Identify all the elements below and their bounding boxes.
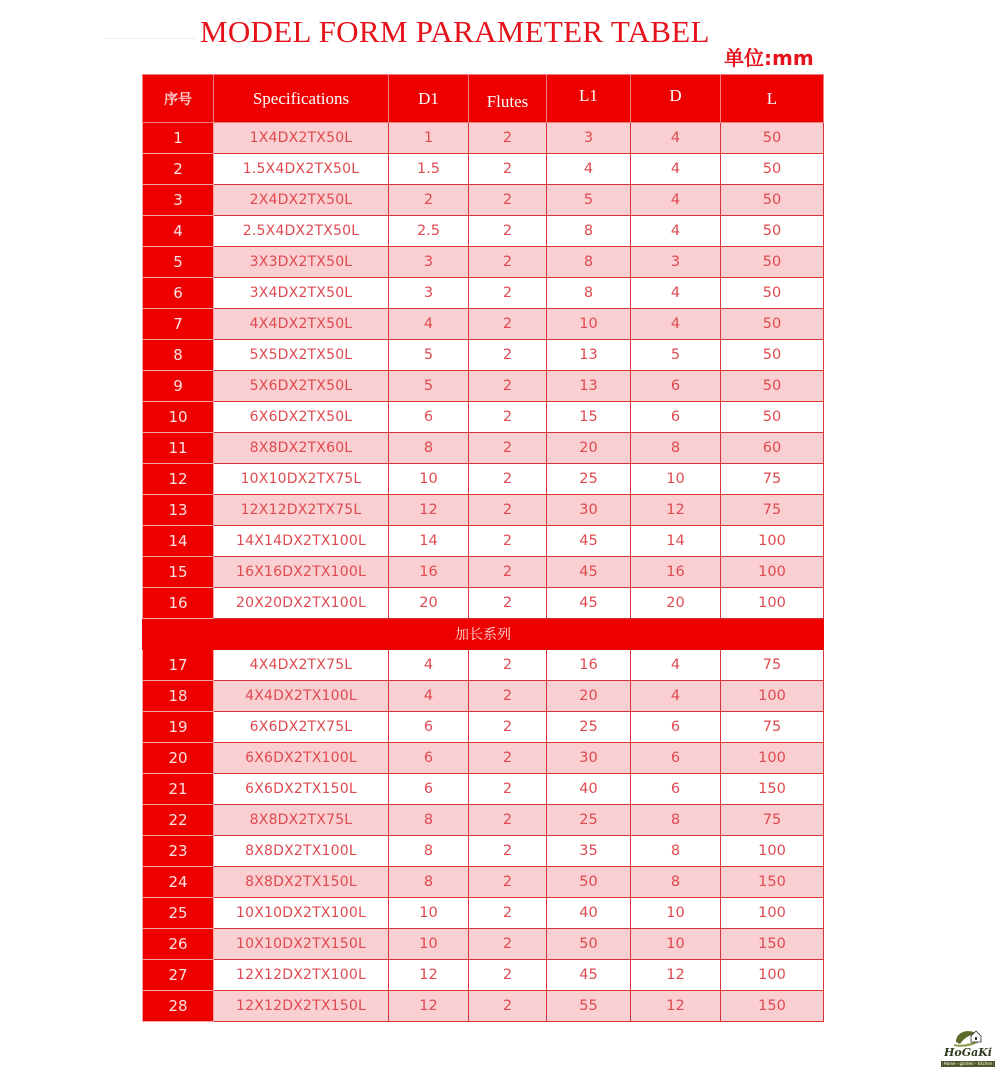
d-cell: 4	[631, 650, 721, 681]
d1-cell: 8	[389, 433, 469, 464]
d1-cell: 8	[389, 836, 469, 867]
flutes-cell: 2	[469, 154, 547, 185]
row-index: 16	[143, 588, 214, 619]
d-cell: 10	[631, 464, 721, 495]
l-cell: 50	[721, 278, 824, 309]
table-row	[143, 991, 824, 1022]
row-index: 9	[143, 371, 214, 402]
flutes-cell: 2	[469, 929, 547, 960]
row-index: 26	[143, 929, 214, 960]
logo-tagline: Home - garden - kitchen	[941, 1061, 995, 1067]
flutes-cell: 2	[469, 278, 547, 309]
l1-cell: 3	[547, 123, 631, 154]
flutes-cell: 2	[469, 402, 547, 433]
spec-cell: 8X8DX2TX150L	[214, 867, 389, 898]
d-cell: 12	[631, 991, 721, 1022]
row-index: 20	[143, 743, 214, 774]
table-row	[143, 681, 824, 712]
d1-cell: 16	[389, 557, 469, 588]
d-cell: 20	[631, 588, 721, 619]
flutes-cell: 2	[469, 960, 547, 991]
l1-cell: 8	[547, 278, 631, 309]
row-index: 8	[143, 340, 214, 371]
l1-cell: 20	[547, 433, 631, 464]
title-divider	[105, 38, 195, 39]
table-row	[143, 774, 824, 805]
d1-cell: 1.5	[389, 154, 469, 185]
spec-cell: 6X6DX2TX150L	[214, 774, 389, 805]
d-cell: 10	[631, 929, 721, 960]
l1-cell: 40	[547, 774, 631, 805]
l1-cell: 4	[547, 154, 631, 185]
flutes-cell: 2	[469, 123, 547, 154]
column-header-l: L	[721, 75, 824, 123]
l-cell: 150	[721, 774, 824, 805]
table-row	[143, 743, 824, 774]
d-cell: 4	[631, 681, 721, 712]
table-row	[143, 526, 824, 557]
d1-cell: 12	[389, 960, 469, 991]
d1-cell: 8	[389, 867, 469, 898]
spec-cell: 8X8DX2TX60L	[214, 433, 389, 464]
d1-cell: 10	[389, 464, 469, 495]
row-index: 25	[143, 898, 214, 929]
table-row	[143, 929, 824, 960]
l-cell: 50	[721, 247, 824, 278]
row-index: 7	[143, 309, 214, 340]
d-cell: 4	[631, 216, 721, 247]
table-row	[143, 433, 824, 464]
d1-cell: 6	[389, 712, 469, 743]
l1-cell: 25	[547, 464, 631, 495]
d1-cell: 10	[389, 898, 469, 929]
d-cell: 4	[631, 123, 721, 154]
table-row	[143, 712, 824, 743]
flutes-cell: 2	[469, 216, 547, 247]
l-cell: 75	[721, 712, 824, 743]
brand-logo	[938, 1024, 998, 1074]
spec-cell: 3X3DX2TX50L	[214, 247, 389, 278]
row-index: 13	[143, 495, 214, 526]
row-index: 11	[143, 433, 214, 464]
d1-cell: 14	[389, 526, 469, 557]
section-label: 加长系列	[143, 619, 824, 650]
column-header-l1: L1	[547, 75, 631, 123]
page-title: MODEL FORM PARAMETER TABEL	[200, 14, 710, 49]
table-row	[143, 371, 824, 402]
l-cell: 150	[721, 929, 824, 960]
d-cell: 3	[631, 247, 721, 278]
flutes-cell: 2	[469, 774, 547, 805]
spec-cell: 6X6DX2TX100L	[214, 743, 389, 774]
l1-cell: 35	[547, 836, 631, 867]
spec-cell: 10X10DX2TX150L	[214, 929, 389, 960]
row-index: 23	[143, 836, 214, 867]
table-row	[143, 650, 824, 681]
spec-cell: 4X4DX2TX100L	[214, 681, 389, 712]
l1-cell: 13	[547, 340, 631, 371]
d-cell: 4	[631, 309, 721, 340]
flutes-cell: 2	[469, 495, 547, 526]
table-row	[143, 309, 824, 340]
d-cell: 6	[631, 402, 721, 433]
spec-cell: 8X8DX2TX100L	[214, 836, 389, 867]
table-header-row	[143, 75, 824, 123]
table-row	[143, 557, 824, 588]
d-cell: 6	[631, 774, 721, 805]
d1-cell: 12	[389, 495, 469, 526]
d1-cell: 1	[389, 123, 469, 154]
unit-label: 单位:mm	[724, 46, 814, 70]
spec-cell: 6X6DX2TX75L	[214, 712, 389, 743]
d-cell: 4	[631, 154, 721, 185]
flutes-cell: 2	[469, 805, 547, 836]
table-row	[143, 464, 824, 495]
d-cell: 6	[631, 743, 721, 774]
flutes-cell: 2	[469, 371, 547, 402]
l1-cell: 15	[547, 402, 631, 433]
l-cell: 75	[721, 495, 824, 526]
flutes-cell: 2	[469, 650, 547, 681]
l-cell: 100	[721, 960, 824, 991]
d-cell: 12	[631, 960, 721, 991]
d1-cell: 6	[389, 774, 469, 805]
column-header-specifications: Specifications	[214, 75, 389, 123]
spec-cell: 20X20DX2TX100L	[214, 588, 389, 619]
spec-cell: 12X12DX2TX75L	[214, 495, 389, 526]
d1-cell: 5	[389, 371, 469, 402]
l-cell: 100	[721, 588, 824, 619]
l1-cell: 16	[547, 650, 631, 681]
column-header-flutes: Flutes	[469, 75, 547, 123]
d1-cell: 6	[389, 402, 469, 433]
table-row	[143, 154, 824, 185]
d1-cell: 5	[389, 340, 469, 371]
spec-cell: 12X12DX2TX150L	[214, 991, 389, 1022]
l1-cell: 45	[547, 526, 631, 557]
d1-cell: 4	[389, 681, 469, 712]
flutes-cell: 2	[469, 526, 547, 557]
table-row	[143, 805, 824, 836]
l-cell: 50	[721, 309, 824, 340]
d-cell: 12	[631, 495, 721, 526]
l1-cell: 50	[547, 929, 631, 960]
table-row	[143, 123, 824, 154]
row-index: 18	[143, 681, 214, 712]
row-index: 17	[143, 650, 214, 681]
table-row	[143, 185, 824, 216]
l1-cell: 45	[547, 960, 631, 991]
table-row	[143, 495, 824, 526]
l1-cell: 20	[547, 681, 631, 712]
table-row	[143, 867, 824, 898]
spec-cell: 10X10DX2TX75L	[214, 464, 389, 495]
flutes-cell: 2	[469, 712, 547, 743]
flutes-cell: 2	[469, 433, 547, 464]
flutes-cell: 2	[469, 185, 547, 216]
l1-cell: 45	[547, 588, 631, 619]
column-header-d: D	[631, 75, 721, 123]
spec-cell: 1.5X4DX2TX50L	[214, 154, 389, 185]
table-row	[143, 278, 824, 309]
section-row-extended-series	[143, 619, 824, 650]
table-row	[143, 836, 824, 867]
row-index: 24	[143, 867, 214, 898]
l1-cell: 8	[547, 216, 631, 247]
logo-brand-name: HoGaKi	[944, 1046, 992, 1059]
spec-cell: 10X10DX2TX100L	[214, 898, 389, 929]
d-cell: 6	[631, 371, 721, 402]
d-cell: 4	[631, 185, 721, 216]
d1-cell: 6	[389, 743, 469, 774]
table-row	[143, 340, 824, 371]
flutes-cell: 2	[469, 836, 547, 867]
spec-cell: 4X4DX2TX50L	[214, 309, 389, 340]
l1-cell: 10	[547, 309, 631, 340]
l-cell: 50	[721, 371, 824, 402]
flutes-cell: 2	[469, 867, 547, 898]
d1-cell: 4	[389, 309, 469, 340]
d1-cell: 12	[389, 991, 469, 1022]
flutes-cell: 2	[469, 309, 547, 340]
column-header-d1: D1	[389, 75, 469, 123]
l-cell: 150	[721, 867, 824, 898]
row-index: 10	[143, 402, 214, 433]
row-index: 15	[143, 557, 214, 588]
spec-cell: 2.5X4DX2TX50L	[214, 216, 389, 247]
spec-cell: 5X5DX2TX50L	[214, 340, 389, 371]
flutes-cell: 2	[469, 464, 547, 495]
l-cell: 60	[721, 433, 824, 464]
l-cell: 75	[721, 464, 824, 495]
row-index: 1	[143, 123, 214, 154]
d-cell: 8	[631, 433, 721, 464]
d1-cell: 3	[389, 247, 469, 278]
d-cell: 16	[631, 557, 721, 588]
spec-cell: 6X6DX2TX50L	[214, 402, 389, 433]
spec-cell: 3X4DX2TX50L	[214, 278, 389, 309]
flutes-cell: 2	[469, 898, 547, 929]
l-cell: 100	[721, 557, 824, 588]
l-cell: 50	[721, 185, 824, 216]
flutes-cell: 2	[469, 247, 547, 278]
spec-cell: 12X12DX2TX100L	[214, 960, 389, 991]
row-index: 12	[143, 464, 214, 495]
l1-cell: 45	[547, 557, 631, 588]
d-cell: 4	[631, 278, 721, 309]
l-cell: 50	[721, 402, 824, 433]
row-index: 27	[143, 960, 214, 991]
d-cell: 10	[631, 898, 721, 929]
row-index: 3	[143, 185, 214, 216]
l-cell: 75	[721, 805, 824, 836]
row-index: 5	[143, 247, 214, 278]
flutes-cell: 2	[469, 340, 547, 371]
spec-cell: 1X4DX2TX50L	[214, 123, 389, 154]
d-cell: 5	[631, 340, 721, 371]
leaf-house-icon	[938, 1024, 998, 1048]
spec-cell: 8X8DX2TX75L	[214, 805, 389, 836]
flutes-cell: 2	[469, 588, 547, 619]
table-row	[143, 216, 824, 247]
d1-cell: 8	[389, 805, 469, 836]
l-cell: 50	[721, 216, 824, 247]
l-cell: 150	[721, 991, 824, 1022]
row-index: 6	[143, 278, 214, 309]
row-index: 14	[143, 526, 214, 557]
l-cell: 100	[721, 681, 824, 712]
d1-cell: 20	[389, 588, 469, 619]
parameter-table	[142, 74, 824, 1022]
l-cell: 100	[721, 526, 824, 557]
l-cell: 50	[721, 123, 824, 154]
l1-cell: 30	[547, 743, 631, 774]
l1-cell: 8	[547, 247, 631, 278]
l1-cell: 25	[547, 805, 631, 836]
table-row	[143, 588, 824, 619]
row-index: 2	[143, 154, 214, 185]
row-index: 21	[143, 774, 214, 805]
table-row	[143, 960, 824, 991]
flutes-cell: 2	[469, 557, 547, 588]
d1-cell: 3	[389, 278, 469, 309]
l-cell: 75	[721, 650, 824, 681]
spec-cell: 16X16DX2TX100L	[214, 557, 389, 588]
spec-cell: 14X14DX2TX100L	[214, 526, 389, 557]
table-body	[143, 123, 824, 1022]
l1-cell: 30	[547, 495, 631, 526]
row-index: 4	[143, 216, 214, 247]
d1-cell: 4	[389, 650, 469, 681]
row-index: 22	[143, 805, 214, 836]
l-cell: 100	[721, 743, 824, 774]
spec-cell: 4X4DX2TX75L	[214, 650, 389, 681]
flutes-cell: 2	[469, 991, 547, 1022]
table-row	[143, 247, 824, 278]
l1-cell: 5	[547, 185, 631, 216]
l1-cell: 40	[547, 898, 631, 929]
spec-cell: 5X6DX2TX50L	[214, 371, 389, 402]
l-cell: 50	[721, 154, 824, 185]
spec-cell: 2X4DX2TX50L	[214, 185, 389, 216]
l-cell: 50	[721, 340, 824, 371]
table-row	[143, 898, 824, 929]
flutes-cell: 2	[469, 743, 547, 774]
l1-cell: 55	[547, 991, 631, 1022]
l1-cell: 25	[547, 712, 631, 743]
l1-cell: 13	[547, 371, 631, 402]
row-index: 19	[143, 712, 214, 743]
table-row	[143, 402, 824, 433]
d1-cell: 2.5	[389, 216, 469, 247]
l-cell: 100	[721, 898, 824, 929]
d-cell: 8	[631, 867, 721, 898]
d-cell: 14	[631, 526, 721, 557]
l-cell: 100	[721, 836, 824, 867]
column-header-index: 序号	[143, 75, 214, 123]
d-cell: 6	[631, 712, 721, 743]
d1-cell: 2	[389, 185, 469, 216]
d-cell: 8	[631, 836, 721, 867]
d1-cell: 10	[389, 929, 469, 960]
l1-cell: 50	[547, 867, 631, 898]
row-index: 28	[143, 991, 214, 1022]
flutes-cell: 2	[469, 681, 547, 712]
d-cell: 8	[631, 805, 721, 836]
